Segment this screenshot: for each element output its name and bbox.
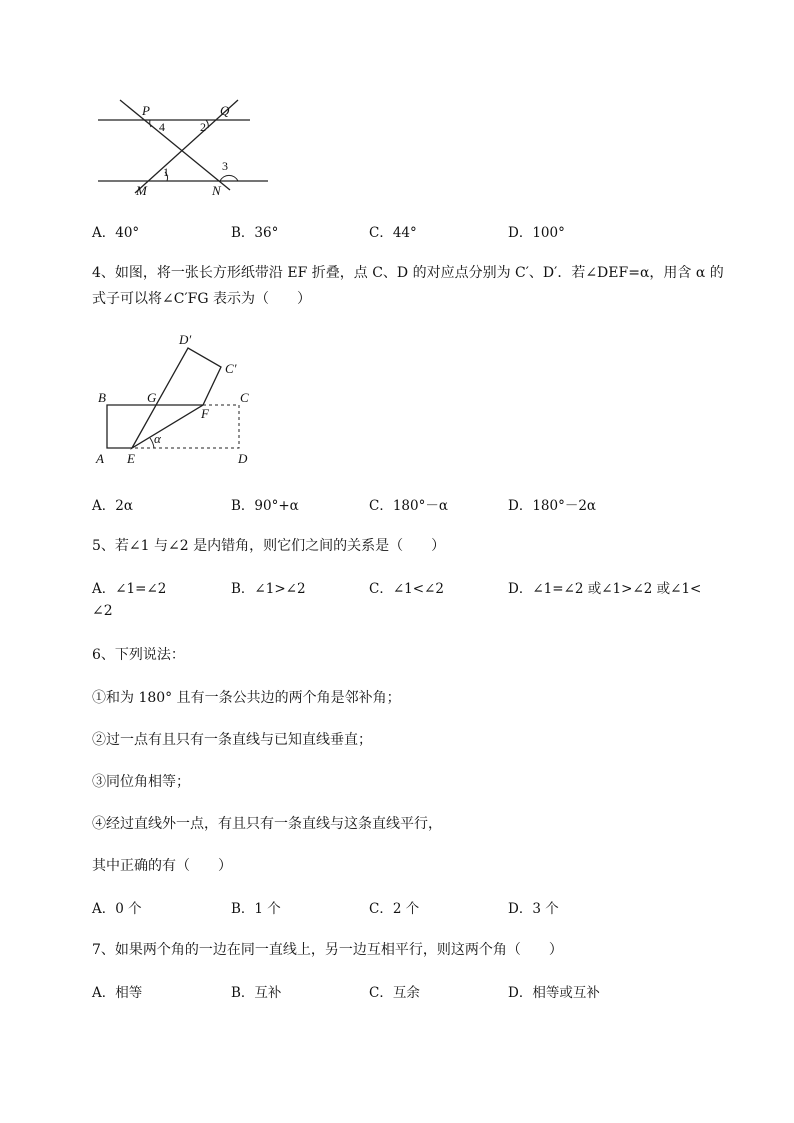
q6-options — [92, 897, 692, 919]
label-angle-2: 2 — [200, 120, 206, 134]
q5-options — [92, 577, 742, 599]
q4-option-d[interactable]: D．180°－2α — [508, 498, 597, 514]
figure-folded-rectangle — [90, 328, 260, 470]
label-c-prime: C′ — [225, 361, 237, 376]
label-b: B — [98, 390, 106, 405]
q4-option-c[interactable]: C．180°－α — [369, 498, 448, 514]
q4-stem-line2: 式子可以将∠C′FG 表示为（ ） — [92, 291, 311, 307]
q4-options — [92, 494, 692, 516]
q7-option-c[interactable]: C．互余 — [369, 985, 420, 1001]
q6-option-b[interactable]: B．1 个 — [231, 901, 281, 917]
label-alpha: α — [154, 431, 161, 446]
label-m: M — [136, 183, 147, 198]
q6-item-3: ③同位角相等； — [92, 774, 190, 790]
q5-stem: 5、若∠1 与∠2 是内错角，则它们之间的关系是（ ） — [92, 538, 446, 554]
q6-option-a[interactable]: A．0 个 — [92, 901, 142, 917]
label-d: D — [238, 451, 248, 466]
angle-arc-2 — [206, 120, 208, 128]
q4-option-b[interactable]: B．90°+α — [231, 498, 299, 514]
label-q: Q — [220, 103, 230, 118]
label-angle-3: 3 — [222, 159, 228, 173]
q5-option-b[interactable]: B．∠1>∠2 — [231, 581, 306, 597]
label-e: E — [127, 451, 135, 466]
q6-option-c[interactable]: C．2 个 — [369, 901, 420, 917]
q5-option-d-continued: ∠2 — [92, 603, 113, 619]
transversal-pn — [120, 100, 230, 190]
q3-option-d[interactable]: D．100° — [508, 225, 565, 241]
q4-stem-line1: 4、如图，将一张长方形纸带沿 EF 折叠，点 C、D 的对应点分别为 C′、D′．若∠DEF=α，用含 α 的 — [92, 265, 724, 281]
q6-ask: 其中正确的有（ ） — [92, 858, 232, 874]
label-a: A — [96, 451, 104, 466]
label-f: F — [201, 406, 209, 421]
q6-option-d[interactable]: D．3 个 — [508, 901, 559, 917]
rectangle-dashed-edges — [132, 405, 239, 448]
q7-option-b[interactable]: B．互补 — [231, 985, 282, 1001]
q6-stem: 6、下列说法： — [92, 647, 185, 663]
q5-option-c[interactable]: C．∠1<∠2 — [369, 581, 444, 597]
figure-parallel-lines — [90, 95, 280, 205]
angle-arc-4 — [150, 120, 151, 127]
q3-option-a[interactable]: A．40° — [92, 225, 140, 241]
q7-options — [92, 981, 692, 1003]
angle-arc-3 — [220, 175, 238, 181]
label-p: P — [142, 103, 150, 118]
q7-option-d[interactable]: D．相等或互补 — [508, 985, 600, 1001]
q7-option-a[interactable]: A．相等 — [92, 985, 143, 1001]
q6-item-1: ①和为 180° 且有一条公共边的两个角是邻补角； — [92, 690, 401, 706]
label-c: C — [240, 390, 249, 405]
q5-option-a[interactable]: A．∠1=∠2 — [92, 581, 167, 597]
q6-item-4: ④经过直线外一点，有且只有一条直线与这条直线平行， — [92, 816, 442, 832]
q6-item-2: ②过一点有且只有一条直线与已知直线垂直； — [92, 732, 372, 748]
label-d-prime: D′ — [179, 332, 192, 347]
q5-option-d[interactable]: D．∠1=∠2 或∠1>∠2 或∠1< — [508, 581, 702, 597]
label-angle-1: 1 — [163, 165, 169, 179]
q3-option-b[interactable]: B．36° — [231, 225, 279, 241]
label-n: N — [212, 183, 221, 198]
q7-stem: 7、如果两个角的一边在同一直线上，另一边互相平行，则这两个角（ ） — [92, 942, 563, 958]
label-angle-4: 4 — [159, 120, 165, 134]
q3-option-c[interactable]: C．44° — [369, 225, 417, 241]
q4-option-a[interactable]: A．2α — [92, 498, 133, 514]
folded-part — [132, 348, 221, 448]
q3-options — [92, 221, 692, 243]
label-g: G — [147, 390, 157, 405]
